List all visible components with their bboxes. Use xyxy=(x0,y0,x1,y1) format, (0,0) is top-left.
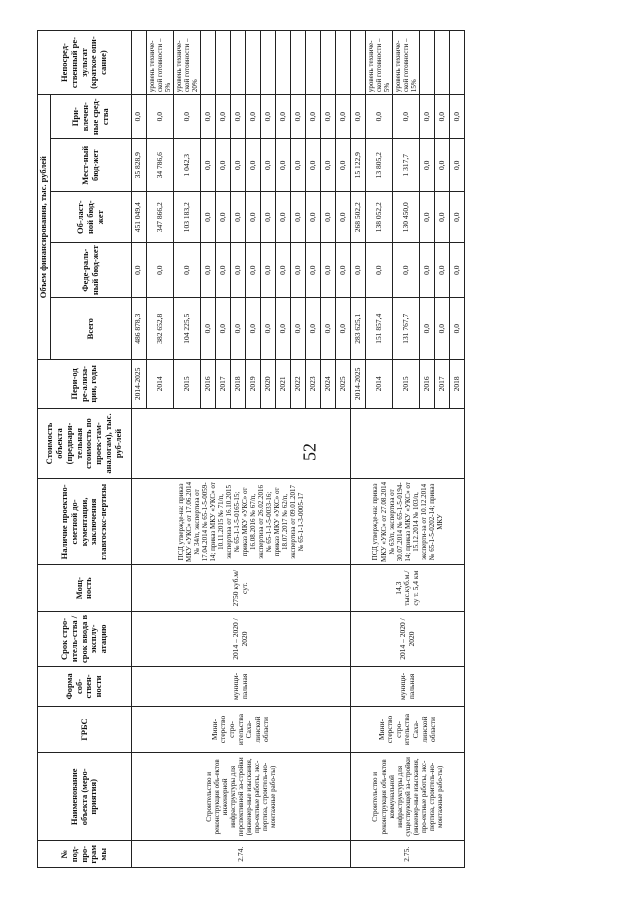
object-number: 2.75. xyxy=(351,841,465,868)
cell-total: 382 652,8 xyxy=(146,298,173,360)
object-ownership: муници-пальная xyxy=(351,667,465,707)
cell-local: 0,0 xyxy=(246,139,261,192)
cell-regional: 0,0 xyxy=(450,192,465,243)
cell-other: 0,0 xyxy=(201,95,216,139)
cell-federal: 0,0 xyxy=(351,243,366,298)
cell-local: 0,0 xyxy=(420,139,435,192)
cell-period: 2016 xyxy=(420,360,435,409)
cell-total: 0,0 xyxy=(201,298,216,360)
cell-total: 0,0 xyxy=(420,298,435,360)
cell-result xyxy=(351,31,366,95)
cell-total: 0,0 xyxy=(435,298,450,360)
cell-local: 1 317,7 xyxy=(393,139,420,192)
cell-result: уровень техниче-ской готовности – 5% xyxy=(366,31,393,95)
header-period: Пери-од ре-ализа-ции, годы xyxy=(38,360,132,409)
cell-total: 0,0 xyxy=(216,298,231,360)
cell-other: 0,0 xyxy=(435,95,450,139)
cell-regional: 0,0 xyxy=(291,192,306,243)
object-cost xyxy=(351,408,465,479)
object-docs: ПСД утвержде-на: приказ МКУ «УКС» от 27.08.2014 № 63/п, экспертиза от 30.07.2014 № 65-1-5-0194-14; приказ МКУ «УКС» от 15.12.2014 № 103/п, эксперти-за от 10.12.2014 № 65-1-5-0202-14; приказ МКУ xyxy=(351,479,465,565)
cell-result xyxy=(216,31,231,95)
cell-period: 2018 xyxy=(450,360,465,409)
header-cost: Стоимость объекта (предвари-тельная стоимость по проек-там-аналогам), тыс. руб-лей xyxy=(38,408,132,479)
cell-period: 2014-2025 xyxy=(131,360,146,409)
cell-regional: 0,0 xyxy=(435,192,450,243)
cell-regional: 347 866,2 xyxy=(146,192,173,243)
cell-regional: 138 052,2 xyxy=(366,192,393,243)
cell-regional: 130 450,0 xyxy=(393,192,420,243)
cell-result xyxy=(336,31,351,95)
table-body xyxy=(131,31,465,868)
object-ownership: муници-пальная xyxy=(131,667,350,707)
header-local: Мест-ный бюд-жет xyxy=(50,139,131,192)
cell-regional: 0,0 xyxy=(216,192,231,243)
cell-period: 2025 xyxy=(336,360,351,409)
cell-result xyxy=(321,31,336,95)
page-number-text: 52 xyxy=(299,443,320,461)
cell-federal: 0,0 xyxy=(366,243,393,298)
cell-federal: 0,0 xyxy=(246,243,261,298)
cell-total: 486 878,3 xyxy=(131,298,146,360)
cell-total: 0,0 xyxy=(321,298,336,360)
object-term: 2014 – 2020 / 2020 xyxy=(131,611,350,666)
table-row xyxy=(351,31,366,868)
cell-local: 34 786,6 xyxy=(146,139,173,192)
cell-other: 0,0 xyxy=(261,95,276,139)
cell-total: 0,0 xyxy=(450,298,465,360)
cell-regional: 0,0 xyxy=(336,192,351,243)
cell-result xyxy=(246,31,261,95)
cell-local: 1 042,3 xyxy=(173,139,200,192)
cell-result xyxy=(435,31,450,95)
cell-federal: 0,0 xyxy=(231,243,246,298)
cell-local: 0,0 xyxy=(450,139,465,192)
header-no: № под-про-грам мы xyxy=(38,841,132,868)
cell-total: 0,0 xyxy=(291,298,306,360)
cell-result: уровень техниче-ской готовности – 20% xyxy=(173,31,200,95)
cell-federal: 0,0 xyxy=(306,243,321,298)
cell-regional: 268 502,2 xyxy=(351,192,366,243)
cell-other: 0,0 xyxy=(291,95,306,139)
cell-other: 0,0 xyxy=(366,95,393,139)
cell-other: 0,0 xyxy=(146,95,173,139)
cell-regional: 0,0 xyxy=(276,192,291,243)
cell-result xyxy=(261,31,276,95)
object-capacity: 14,3 тыс.куб.м./су т. 5,4 км xyxy=(351,565,465,611)
cell-federal: 0,0 xyxy=(450,243,465,298)
object-name: Строительство и реконструкция объ-ектов коммунальной инфраструктуры для существующей за-стройки (инженер-ные изыскания, про-ектные работы, экс-пертиза, строитель-но-монтажные рабо-ты) xyxy=(351,753,465,841)
cell-other: 0,0 xyxy=(450,95,465,139)
cell-total: 0,0 xyxy=(246,298,261,360)
header-capacity: Мощ-ность xyxy=(38,565,132,611)
cell-total: 0,0 xyxy=(276,298,291,360)
cell-result xyxy=(306,31,321,95)
cell-federal: 0,0 xyxy=(420,243,435,298)
cell-other: 0,0 xyxy=(321,95,336,139)
cell-total: 0,0 xyxy=(336,298,351,360)
object-docs: ПСД утвержде-на: приказ МКУ «УКС» от 17.06.2014 № 34/п, экспертиза от 17.04.2014 № 65-1-5-0059-14; приказ МКУ «УКС» от 10.11.2015 № 71/п, экспертиза от 16.10.2015 № 65-1-1-5-0165-15; приказ МКУ «УКС» от 16.08.2016 № 67/п, экспертиза от 26.02.2016 № 65-1-1-5-0033-16; приказ МКУ «УКС» от 18.07.2017 № 62/п, экспертиза от 09.01.2017 № 65-1-1-3-0005-17 xyxy=(131,479,350,565)
header-ownership: Форма соб-ствен-ности xyxy=(38,667,132,707)
funding-table xyxy=(37,30,465,868)
header-regional: Об-ласт-ной бюд-жет xyxy=(50,192,131,243)
cell-regional: 0,0 xyxy=(321,192,336,243)
cell-local: 35 828,9 xyxy=(131,139,146,192)
cell-regional: 103 183,2 xyxy=(173,192,200,243)
cell-regional: 0,0 xyxy=(261,192,276,243)
cell-period: 2014-2025 xyxy=(351,360,366,409)
cell-other: 0,0 xyxy=(420,95,435,139)
cell-other: 0,0 xyxy=(393,95,420,139)
header-funding-group: Объем финансирования, тыс. рублей xyxy=(38,95,51,360)
rotated-table-container xyxy=(37,30,633,868)
header-docs: Наличие проектно-сметной до-кументации, заключения главгосэкс-пертизы xyxy=(38,479,132,565)
cell-period: 2016 xyxy=(201,360,216,409)
cell-period: 2022 xyxy=(291,360,306,409)
header-name: Наименование объекта (меро-приятия) xyxy=(38,753,132,841)
header-grbs: ГРБС xyxy=(38,706,132,752)
cell-period: 2017 xyxy=(216,360,231,409)
cell-total: 131 767,7 xyxy=(393,298,420,360)
object-name: Строительство и реконструкция объ-ектов инженерной инфраструктуры для перспективной за-стройки (инженер-ные изыскания, про-ектные работы, экс-пертиза, строитель-но-монтажные рабо-ты) xyxy=(131,753,350,841)
cell-local: 0,0 xyxy=(321,139,336,192)
cell-result: уровень техниче-ской готовности – 15% xyxy=(393,31,420,95)
object-term: 2014 – 2020 / 2020 xyxy=(351,611,465,666)
cell-result xyxy=(291,31,306,95)
cell-federal: 0,0 xyxy=(201,243,216,298)
cell-other: 0,0 xyxy=(276,95,291,139)
cell-other: 0,0 xyxy=(173,95,200,139)
object-grbs: Мини-стерство стро-ительства Саха-линской области xyxy=(351,706,465,752)
cell-total: 104 225,5 xyxy=(173,298,200,360)
table-row xyxy=(131,31,146,868)
header-other: При-влечен-ные сред-ства xyxy=(50,95,131,139)
cell-federal: 0,0 xyxy=(146,243,173,298)
cell-federal: 0,0 xyxy=(276,243,291,298)
cell-period: 2017 xyxy=(435,360,450,409)
header-total: Всего xyxy=(50,298,131,360)
cell-period: 2015 xyxy=(173,360,200,409)
cell-period: 2020 xyxy=(261,360,276,409)
cell-result xyxy=(201,31,216,95)
cell-result xyxy=(420,31,435,95)
cell-other: 0,0 xyxy=(216,95,231,139)
cell-federal: 0,0 xyxy=(173,243,200,298)
cell-result xyxy=(231,31,246,95)
cell-regional: 0,0 xyxy=(231,192,246,243)
cell-result xyxy=(131,31,146,95)
cell-regional: 0,0 xyxy=(246,192,261,243)
header-result: Непосред-ственный ре-зультат (краткое опи-сание) xyxy=(38,31,132,95)
cell-result xyxy=(450,31,465,95)
cell-total: 283 625,1 xyxy=(351,298,366,360)
cell-federal: 0,0 xyxy=(261,243,276,298)
cell-federal: 0,0 xyxy=(393,243,420,298)
cell-period: 2014 xyxy=(146,360,173,409)
cell-total: 0,0 xyxy=(261,298,276,360)
cell-local: 0,0 xyxy=(261,139,276,192)
cell-result: уровень техниче-ской готовности – 5% xyxy=(146,31,173,95)
cell-local: 0,0 xyxy=(216,139,231,192)
cell-regional: 0,0 xyxy=(201,192,216,243)
object-cost xyxy=(131,408,350,479)
cell-federal: 0,0 xyxy=(291,243,306,298)
cell-federal: 0,0 xyxy=(336,243,351,298)
cell-local: 0,0 xyxy=(276,139,291,192)
cell-total: 0,0 xyxy=(231,298,246,360)
cell-period: 2019 xyxy=(246,360,261,409)
cell-period: 2014 xyxy=(366,360,393,409)
cell-result xyxy=(276,31,291,95)
cell-federal: 0,0 xyxy=(435,243,450,298)
cell-local: 0,0 xyxy=(435,139,450,192)
cell-federal: 0,0 xyxy=(216,243,231,298)
cell-local: 13 805,2 xyxy=(366,139,393,192)
object-number: 2.74. xyxy=(131,841,350,868)
cell-other: 0,0 xyxy=(246,95,261,139)
cell-local: 0,0 xyxy=(201,139,216,192)
cell-period: 2018 xyxy=(231,360,246,409)
object-capacity: 2750 куб.м/сут. xyxy=(131,565,350,611)
cell-other: 0,0 xyxy=(231,95,246,139)
cell-period: 2021 xyxy=(276,360,291,409)
cell-regional: 451 049,4 xyxy=(131,192,146,243)
header-federal: Феде-раль-ный бюд-жет xyxy=(50,243,131,298)
cell-regional: 0,0 xyxy=(306,192,321,243)
cell-other: 0,0 xyxy=(336,95,351,139)
cell-local: 0,0 xyxy=(231,139,246,192)
cell-federal: 0,0 xyxy=(131,243,146,298)
cell-total: 0,0 xyxy=(306,298,321,360)
cell-local: 0,0 xyxy=(306,139,321,192)
cell-local: 0,0 xyxy=(291,139,306,192)
cell-period: 2015 xyxy=(393,360,420,409)
cell-other: 0,0 xyxy=(131,95,146,139)
cell-other: 0,0 xyxy=(351,95,366,139)
object-grbs: Мини-стерство стро-ительства Саха-линской области xyxy=(131,706,350,752)
cell-period: 2024 xyxy=(321,360,336,409)
cell-regional: 0,0 xyxy=(420,192,435,243)
cell-federal: 0,0 xyxy=(321,243,336,298)
cell-other: 0,0 xyxy=(306,95,321,139)
cell-period: 2023 xyxy=(306,360,321,409)
cell-total: 151 857,4 xyxy=(366,298,393,360)
cell-local: 15 122,9 xyxy=(351,139,366,192)
cell-local: 0,0 xyxy=(336,139,351,192)
header-term: Срок стро-итель-ства / срок ввода в эксплу-атацию xyxy=(38,611,132,666)
